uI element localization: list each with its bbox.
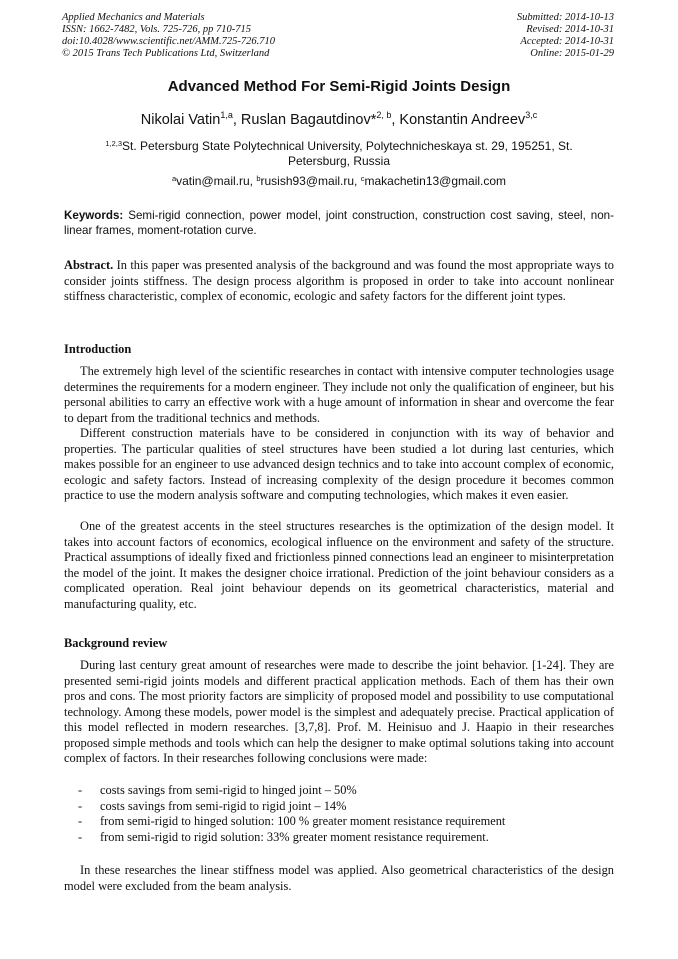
copyright-line: © 2015 Trans Tech Publications Ltd, Switzerland [62,48,270,59]
author-name: Konstantin Andreev [399,112,526,128]
list-dash: - [78,829,83,844]
author-separator: , [391,112,400,128]
author-superscript: 3,c [525,110,538,120]
online-date: Online: 2015-01-29 [530,48,614,59]
abstract-label: Abstract. [64,258,114,272]
journal-header [62,12,614,60]
author-superscript: 2, b [376,110,392,120]
author-name: Ruslan Bagautdinov* [240,112,377,128]
publication-dates [517,12,614,60]
conclusions-list [64,783,614,845]
list-dash: - [78,814,83,828]
introduction-paragraph-3: One of the greatest accents in the steel structures researches is the optimization of the design model. It takes into account factors of economics, ecological influence on the environment and safety of the structure. Practical assumptions of ideally fixed and frictionless pinned connections lead an engineer to misinterpretation the model of the joint. It makes the designer choice irrational. Prediction of the joint behaviour considers as a complicated operation. Real joint behaviour depends on its geometrical characteristics, material and manufacturing quality, etc. [64,519,614,611]
list-item-text: costs savings from semi-rigid to rigid joint – 14% [100,798,347,813]
author-emails [0,174,678,188]
keywords [64,208,614,238]
list-item-text: from semi-rigid to rigid solution: 33% greater moment resistance requirement. [100,829,489,844]
list-item-text: costs savings from semi-rigid to hinged joint – 50% [100,783,357,797]
author-name: Nikolai Vatin [140,112,221,128]
background-paragraph-1: During last century great amount of researches were made to describe the joint behavior. [1-24]. They are presented semi-rigid joints models and different practical application methods. Each of them has their own pros and cons. The most priority factors are simplicity of proposed model and possibility to use computational technology. Among these models, power model is the simplest and adequately precise. Practical application of this model reflected in modern researches. [3,7,8]. Prof. M. Heinisuo and J. Haapio in their researches proposed simple methods and tools which can help the designer to make optimal solutions taking into account complex of factors. In their researches following conclusions were made: [64,658,614,765]
email-link[interactable]: vatin@mail.ru, [176,174,257,188]
affiliation [100,136,578,169]
list-dash: - [78,783,83,797]
list-item [64,799,614,815]
abstract-text: In this paper was presented analysis of the background and was found the most appropriate ways to consider joints stiffness. The design process algorithm is proposed in order to take into account nonlinear stiffness characteristic, complex of economic, ecologic and safety factors for the different joint types. [64,258,614,303]
introduction-paragraph-2: Different construction materials have to be considered in conjunction with its way of behavior and properties. The particular qualities of steel structures have been studied a lot during last centuries, which makes possible for an engineer to use advanced design technics and to take into account complex of economic, ecologic and safety factors. Instead of increasing complexity of the design procedure it becomes common practice to use the modern analysis software and computing technologies, which makes it even easier. [64,426,614,502]
accepted-date: Accepted: 2014-10-31 [520,36,614,47]
submitted-date: Submitted: 2014-10-13 [516,12,614,23]
keywords-text: Semi-rigid connection, power model, joint construction, construction cost saving, steel, non-linear frames, moment-rotation curve. [64,209,614,237]
list-dash: - [78,798,83,813]
list-item [64,830,614,846]
affiliation-superscript: 1,2,3 [105,139,122,148]
author-separator: , [232,112,241,128]
keywords-label: Keywords: [64,209,124,222]
list-item-text: from semi-rigid to hinged solution: 100 % greater moment resistance requirement [100,814,506,828]
revised-date: Revised: 2014-10-31 [526,24,614,35]
paper-title: Advanced Method For Semi-Rigid Joints Design [167,78,511,95]
email-superscript: b [256,174,261,183]
author-list [0,110,678,128]
author-superscript: 1,a [220,110,233,120]
background-heading: Background review [64,636,168,650]
email-superscript: a [171,174,177,183]
email-superscript: c [360,174,365,183]
email-link[interactable]: makachetin13@gmail.com [364,174,507,188]
introduction-paragraph-1: The extremely high level of the scientific researches in contact with intensive computer technologies usage determines the requirements for a modern engineer. They include not only the qualification of engineer, but his personal abilities to carry an effective work with a huge amount of information in shear and overcome the fear to depart from the traditional technics and methods. [64,364,614,425]
introduction-heading: Introduction [64,342,132,356]
list-item [64,783,614,799]
doi-line: doi:10.4028/www.scientific.net/AMM.725-726.710 [62,36,275,47]
journal-info [62,12,275,60]
affiliation-text: St. Petersburg State Polytechnical University, Polytechnicheskaya st. 29, 195251, St. Petersburg, Russia [122,139,573,168]
abstract [64,258,614,305]
list-item [64,814,614,830]
background-paragraph-2: In these researches the linear stiffness model was applied. Also geometrical characteristics of the design model were excluded from the beam analysis. [64,863,614,893]
email-link[interactable]: rusish93@mail.ru, [260,174,361,188]
issn-line: ISSN: 1662-7482, Vols. 725-726, pp 710-715 [62,24,251,35]
journal-name: Applied Mechanics and Materials [62,12,205,23]
